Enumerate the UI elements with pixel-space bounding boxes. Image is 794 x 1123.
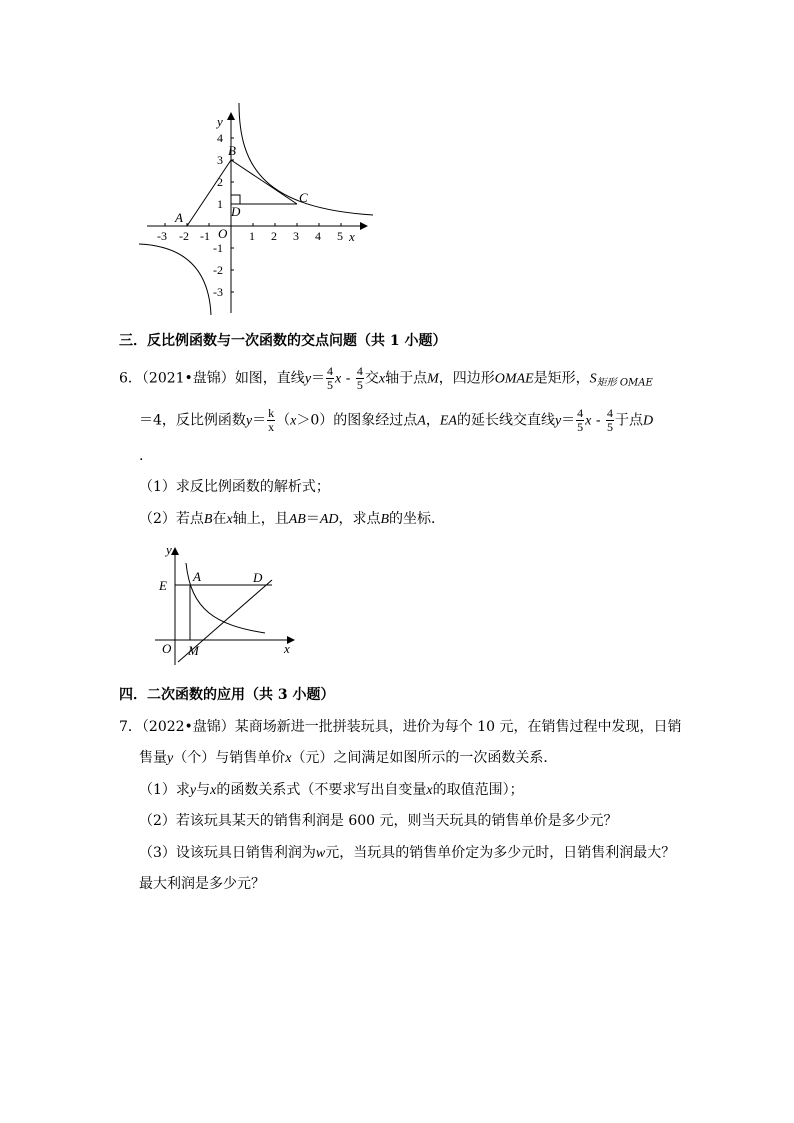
var-AB: AB xyxy=(288,512,306,527)
var-S: S xyxy=(589,371,597,387)
point-A-label: A xyxy=(193,569,201,584)
fraction xyxy=(267,407,275,434)
text: 是矩形， xyxy=(533,370,590,387)
text: （3）设该玩具日销售利润为 xyxy=(139,845,316,861)
var-x: x xyxy=(378,371,386,387)
fraction-num: k xyxy=(268,406,275,420)
x-tick-label: 2 xyxy=(271,229,277,243)
fraction-num: 4 xyxy=(356,364,363,378)
var-x: x xyxy=(426,783,433,798)
text: 在 xyxy=(212,511,227,527)
text: ＝ xyxy=(561,412,576,429)
q6-sub-1: （1）求反比例函数的解析式； xyxy=(139,479,330,495)
q6-source: （2021•盘锦） xyxy=(141,370,235,387)
text: （个）与销售单价 xyxy=(173,750,286,766)
text: 的坐标． xyxy=(389,511,446,527)
q6-sub-2 xyxy=(139,509,794,530)
var-y: y xyxy=(245,413,253,429)
text: 与 xyxy=(196,782,211,798)
q7-sub-2: （2）若该玩具某天的销售利润是 600 元，则当天玩具的销售单价是多少元？ xyxy=(139,813,618,829)
var-x: x xyxy=(210,783,217,798)
text: ，四边形 xyxy=(438,370,495,387)
var-AD: AD xyxy=(319,512,339,527)
segment-BC xyxy=(231,160,297,204)
text: 的延长线交直线 xyxy=(456,412,555,429)
fraction-den: 5 xyxy=(356,378,363,392)
fraction-num: 4 xyxy=(607,406,614,420)
text: - xyxy=(341,370,355,387)
y-axis-arrow xyxy=(227,112,235,120)
fraction xyxy=(606,407,614,434)
var-x: x xyxy=(335,371,342,387)
fraction-den: x xyxy=(268,420,275,434)
fraction-num: 4 xyxy=(577,406,584,420)
text: 售量 xyxy=(139,750,167,766)
var-D: D xyxy=(643,413,654,429)
var-y: y xyxy=(189,783,197,798)
var-EA: EA xyxy=(439,413,457,429)
text: ， xyxy=(425,412,440,429)
fraction xyxy=(326,365,334,392)
var-M: M xyxy=(427,371,439,387)
q6-line-1 xyxy=(119,365,794,394)
origin-label: O xyxy=(218,226,228,241)
fraction-den: 5 xyxy=(577,420,584,434)
text: （1）求 xyxy=(139,782,190,798)
text: 交 xyxy=(364,370,379,387)
x-tick-label: 5 xyxy=(337,229,343,243)
y-tick-label: 4 xyxy=(217,131,223,145)
x-tick-label: -1 xyxy=(200,229,210,243)
var-OMAE: OMAE xyxy=(494,371,534,387)
text: 轴上，且 xyxy=(232,511,289,527)
y-tick-label: 2 xyxy=(217,175,223,189)
point-C-label: C xyxy=(299,190,308,205)
figure-2-coordinate-graph xyxy=(155,540,305,665)
fraction xyxy=(356,365,364,392)
var-y: y xyxy=(304,371,312,387)
var-B: B xyxy=(203,512,213,527)
segment-AB xyxy=(187,160,231,226)
x-tick-label: -3 xyxy=(157,229,167,243)
y-axis-arrow xyxy=(171,547,179,555)
text: ＝4，反比例函数 xyxy=(139,412,246,429)
text: - xyxy=(591,412,606,429)
point-E-label: E xyxy=(159,578,167,593)
q7-line-1: 7．（2022•盘锦）某商场新进一批拼装玩具，进价为每个 10 元，在销售过程中发现，日销 xyxy=(119,719,682,735)
text: 元，当玩具的销售单价定为多少元时，日销售利润最大？ xyxy=(325,845,676,861)
q6-number: 6． xyxy=(119,370,142,387)
text: 于点 xyxy=(615,412,644,429)
text: （2）若点 xyxy=(139,511,204,527)
text: （元）之间满足如图所示的一次函数关系． xyxy=(291,750,558,766)
text: ＝ xyxy=(305,511,320,527)
text: ＝ xyxy=(311,370,326,387)
section-3-heading: 三．反比例函数与一次函数的交点问题（共 1 小题） xyxy=(119,333,447,349)
text: 的函数关系式（不要求写出自变量 xyxy=(216,782,427,798)
x-tick-label: 1 xyxy=(249,229,255,243)
fraction xyxy=(576,407,584,434)
fraction-num: 4 xyxy=(327,364,334,378)
var-B: B xyxy=(380,512,390,527)
q7-sub-3-cont: 最大利润是多少元？ xyxy=(139,876,265,892)
y-tick-label: 1 xyxy=(217,197,223,211)
y-axis-label: y xyxy=(166,542,172,557)
x-axis-label: x xyxy=(284,641,290,656)
x-tick-label: -2 xyxy=(179,229,189,243)
x-axis-arrow xyxy=(360,222,368,230)
x-axis-label: x xyxy=(349,229,355,244)
hyperbola-branch-3 xyxy=(139,244,211,315)
fraction-den: 5 xyxy=(607,420,614,434)
point-A-label: A xyxy=(175,210,183,225)
subscript: 矩形 OMAE xyxy=(596,377,653,389)
fraction-den: 5 xyxy=(327,378,334,392)
y-tick-label: -1 xyxy=(213,241,223,255)
text: 的取值范围）； xyxy=(432,782,524,798)
q6-line-2 xyxy=(139,407,794,434)
text: 轴于点 xyxy=(385,370,428,387)
text: 如图，直线 xyxy=(234,370,305,387)
text: ＝ xyxy=(252,412,267,429)
var-A: A xyxy=(417,413,426,429)
var-x: x xyxy=(226,512,233,527)
point-D-label: D xyxy=(231,204,241,219)
var-y: y xyxy=(167,751,174,766)
x-tick-label: 3 xyxy=(293,229,299,243)
y-tick-label: -3 xyxy=(213,285,223,299)
right-angle-marker xyxy=(231,195,240,204)
var-x: x xyxy=(290,413,297,429)
text: （ xyxy=(276,412,291,429)
section-4-heading: 四．二次函数的应用（共 3 小题） xyxy=(119,687,335,703)
y-tick-label: 3 xyxy=(217,153,223,167)
point-B-label: B xyxy=(228,143,236,158)
point-D-label: D xyxy=(253,570,263,585)
var-x: x xyxy=(585,413,592,429)
var-x: x xyxy=(285,751,292,766)
q7-sub-3 xyxy=(139,843,794,864)
y-axis-label: y xyxy=(217,114,223,129)
text: ，求点 xyxy=(338,511,381,527)
point-M-label: M xyxy=(188,643,199,658)
q6-dot: . xyxy=(139,448,144,464)
x-tick-label: 4 xyxy=(315,229,321,243)
q7-line-2 xyxy=(139,748,794,769)
origin-label: O xyxy=(162,641,172,656)
text: ＞0）的图象经过点 xyxy=(296,412,418,429)
var-w: w xyxy=(315,846,326,861)
figure-1-coordinate-graph xyxy=(135,98,385,320)
q7-sub-1 xyxy=(139,780,794,801)
var-y: y xyxy=(554,413,562,429)
y-tick-label: -2 xyxy=(213,263,223,277)
